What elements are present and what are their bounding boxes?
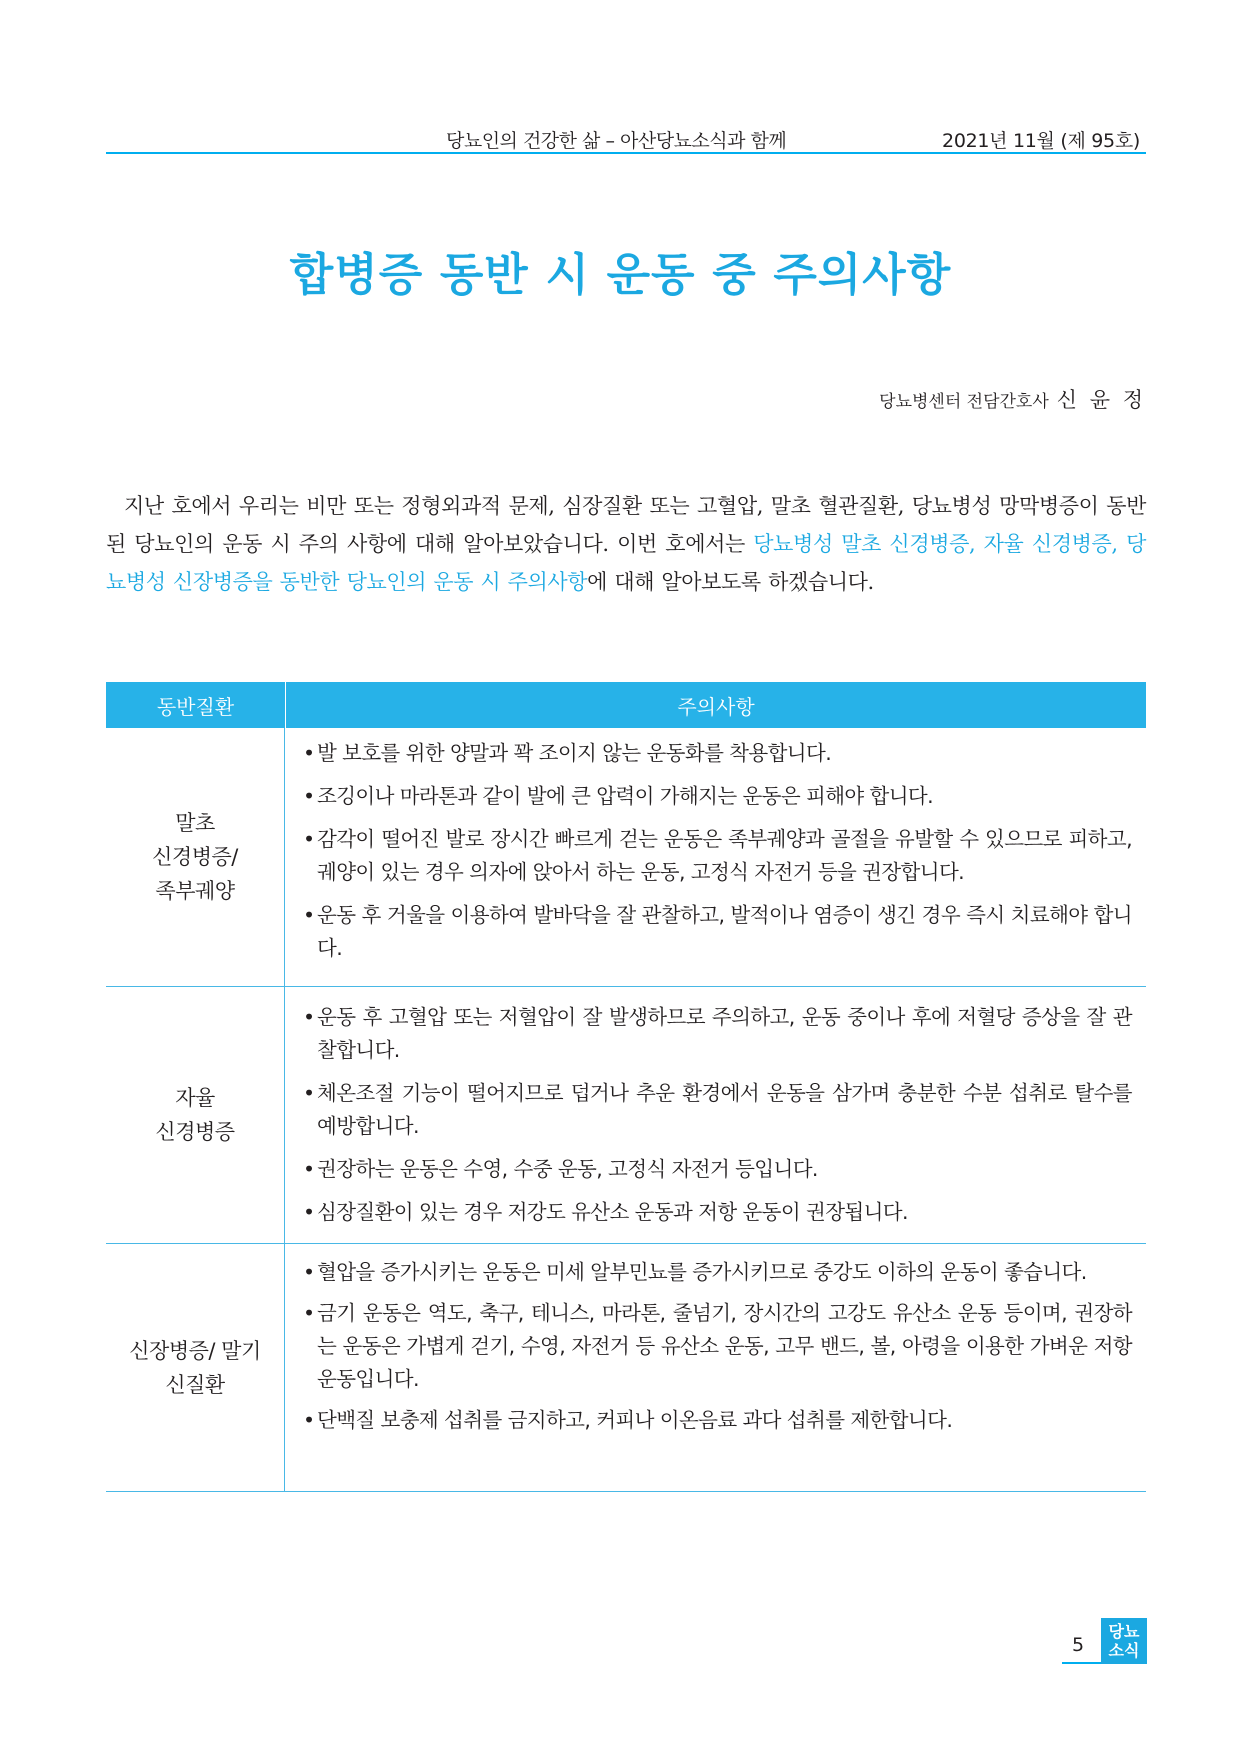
list-item: [303, 899, 1132, 965]
item-text: 조깅이나 마라톤과 같이 발에 큰 압력이 가해지는 운동은 피해야 합니다.: [317, 784, 934, 808]
list-item: [303, 737, 1132, 770]
condition-line: 신경병증: [155, 1120, 235, 1144]
bullet: •: [303, 1408, 315, 1432]
condition-line: 신경병증/: [152, 845, 238, 869]
page-number: 5: [1072, 1634, 1085, 1656]
condition-line: 족부궤양: [155, 879, 235, 903]
bullet: •: [303, 1260, 315, 1284]
bullet: •: [303, 1081, 315, 1105]
list-item: [303, 1153, 1132, 1186]
author-name: 신 윤 정: [1056, 388, 1146, 412]
header-condition: 동반질환: [106, 682, 286, 728]
bullet: •: [303, 1200, 315, 1224]
item-text: 단백질 보충제 섭취를 금지하고, 커피나 이온음료 과다 섭취를 제한합니다.: [317, 1408, 953, 1432]
badge-line: 소식: [1108, 1641, 1140, 1660]
condition-cell: [106, 1244, 285, 1491]
list-item: [303, 1196, 1132, 1229]
publication-name: 당뇨인의 건강한 삶 – 아산당뇨소식과 함께: [446, 130, 787, 152]
bullet: •: [303, 1005, 315, 1029]
table-header: [106, 682, 1146, 728]
condition-line: 신질환: [165, 1372, 225, 1397]
list-item: [303, 1001, 1132, 1067]
table-row: [106, 1244, 1146, 1492]
condition-cell: [106, 728, 285, 986]
item-text: 운동 후 거울을 이용하여 발바닥을 잘 관찰하고, 발적이나 염증이 생긴 경우 즉시 치료해야 합니다.: [317, 903, 1132, 960]
condition-line: 자율: [175, 1086, 215, 1110]
badge-line: 당뇨: [1108, 1622, 1140, 1641]
item-text: 운동 후 고혈압 또는 저혈압이 잘 발생하므로 주의하고, 운동 중이나 후에 저혈당 증상을 잘 관찰합니다.: [317, 1005, 1132, 1062]
bullet: •: [303, 827, 315, 851]
article-title: 합병증 동반 시 운동 중 주의사항: [289, 248, 952, 301]
condition-line: 말초: [175, 811, 215, 835]
condition-cell: [106, 987, 285, 1243]
intro-text-1: 지난 호에서 우리는 비만 또는 정형외과적 문제, 심장질환 또는 고혈압, 말초 혈관질환, 당뇨병성 망막병증이 동반된 당뇨인의 운동 시 주의 사항에 대해 알아보았습니다. 이번 호에서는: [106, 494, 1146, 556]
bullet: •: [303, 1157, 315, 1181]
header-precautions: 주의사항: [677, 694, 755, 719]
list-item: [303, 1297, 1132, 1396]
intro-paragraph: [106, 487, 1146, 601]
running-header: [106, 124, 1146, 152]
list-item: [303, 1256, 1132, 1289]
header-divider: [106, 152, 1146, 154]
newsletter-badge: [1101, 1618, 1147, 1664]
intro-highlight: 당뇨병성 말초 신경병증, 자율 신경병증, 당뇨병성 신장병증을 동반한 당뇨인의 운동 시 주의사항: [106, 532, 1146, 594]
bullet: •: [303, 784, 315, 808]
author-role: 당뇨병센터 전담간호사: [879, 392, 1049, 412]
list-item: [303, 1077, 1132, 1143]
bullet: •: [303, 903, 315, 927]
precautions-table: [106, 682, 1146, 1492]
bullet: •: [303, 1301, 315, 1325]
author-line: [879, 384, 1146, 414]
table-row: [106, 987, 1146, 1244]
item-text: 체온조절 기능이 떨어지므로 덥거나 추운 환경에서 운동을 삼가며 충분한 수분 섭취로 탈수를 예방합니다.: [317, 1081, 1132, 1138]
precautions-cell: [285, 728, 1146, 986]
bullet: •: [303, 741, 315, 765]
list-item: [303, 1404, 1132, 1437]
footer-divider: [1062, 1662, 1102, 1664]
item-text: 권장하는 운동은 수영, 수중 운동, 고정식 자전거 등입니다.: [317, 1157, 818, 1181]
intro-text-2: 에 대해 알아보도록 하겠습니다.: [587, 570, 874, 594]
precautions-cell: [285, 987, 1146, 1243]
item-text: 금기 운동은 역도, 축구, 테니스, 마라톤, 줄넘기, 장시간의 고강도 유산소 운동 등이며, 권장하는 운동은 가볍게 걷기, 수영, 자전거 등 유산소 운동, 고무 밴드, 볼, 아령을 이용한 가벼운 저항 운동입니다.: [317, 1301, 1132, 1391]
condition-line: 신장병증/ 말기: [129, 1338, 261, 1363]
item-text: 발 보호를 위한 양말과 꽉 조이지 않는 운동화를 착용합니다.: [317, 741, 832, 765]
list-item: [303, 823, 1132, 889]
item-text: 심장질환이 있는 경우 저강도 유산소 운동과 저항 운동이 권장됩니다.: [317, 1200, 908, 1224]
table-row: [106, 728, 1146, 987]
item-text: 혈압을 증가시키는 운동은 미세 알부민뇨를 증가시키므로 중강도 이하의 운동이 좋습니다.: [317, 1260, 1087, 1284]
issue-date: 2021년 11월 (제 95호): [942, 130, 1140, 152]
item-text: 감각이 떨어진 발로 장시간 빠르게 걷는 운동은 족부궤양과 골절을 유발할 수 있으므로 피하고, 궤양이 있는 경우 의자에 앉아서 하는 운동, 고정식 자전거 등을 권장합니다.: [317, 827, 1132, 884]
list-item: [303, 780, 1132, 813]
precautions-cell: [285, 1244, 1146, 1491]
